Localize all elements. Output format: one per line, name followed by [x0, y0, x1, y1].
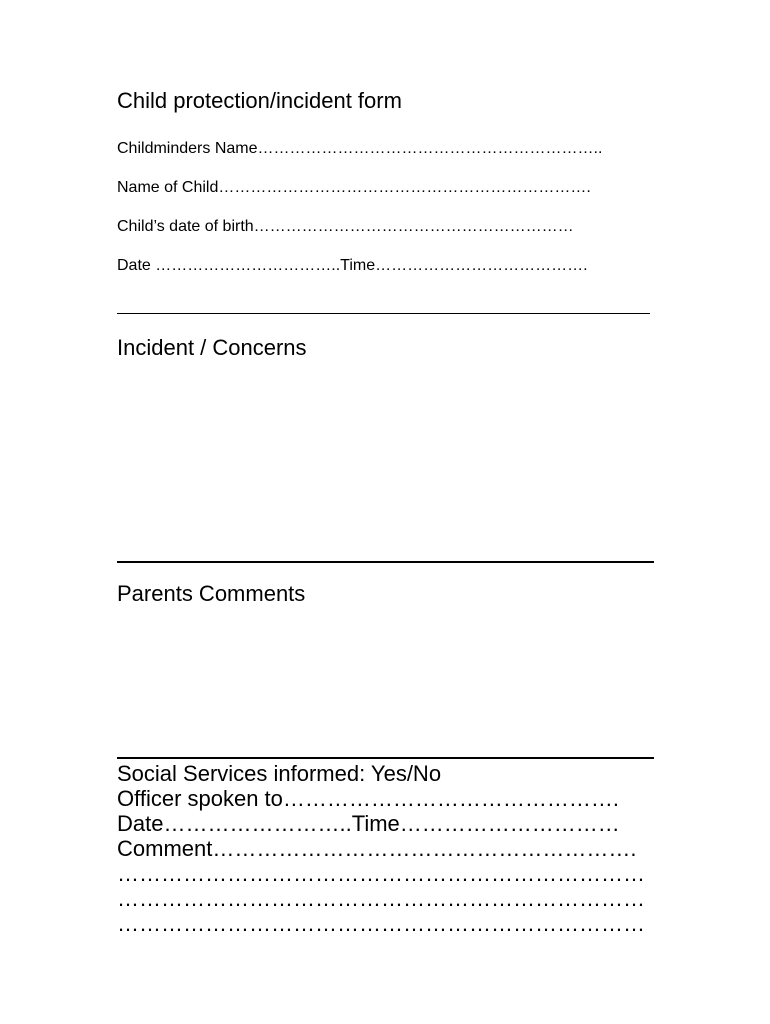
incident-concerns-heading: Incident / Concerns — [117, 335, 307, 360]
comment-line: ……………………………………………………………… — [117, 886, 645, 911]
date-time-field-2: Date……………………..Time………………………… — [117, 811, 620, 836]
comment-line: ……………………………………………………………… — [117, 861, 645, 886]
parents-comments-heading: Parents Comments — [117, 581, 306, 606]
divider-line — [117, 757, 654, 759]
comment-line: ……………………………………………………………… — [117, 911, 645, 936]
form-title: Child protection/incident form — [117, 88, 402, 113]
name-of-child-field: Name of Child……………………………………………………………. — [117, 179, 591, 196]
divider-line — [117, 561, 654, 563]
childminders-name-field: Childminders Name……………………………………………………….. — [117, 140, 603, 157]
officer-spoken-to-field: Officer spoken to………………………………………. — [117, 786, 620, 811]
child-date-of-birth-field: Child’s date of birth…………………………………………………… — [117, 218, 574, 235]
social-services-informed-field: Social Services informed: Yes/No — [117, 761, 442, 786]
date-time-field: Date ……………………………..Time…………………………………. — [117, 257, 588, 274]
divider-line — [117, 313, 650, 314]
social-services-section — [117, 761, 654, 936]
comment-field: Comment…………………………………………………. — [117, 836, 637, 861]
